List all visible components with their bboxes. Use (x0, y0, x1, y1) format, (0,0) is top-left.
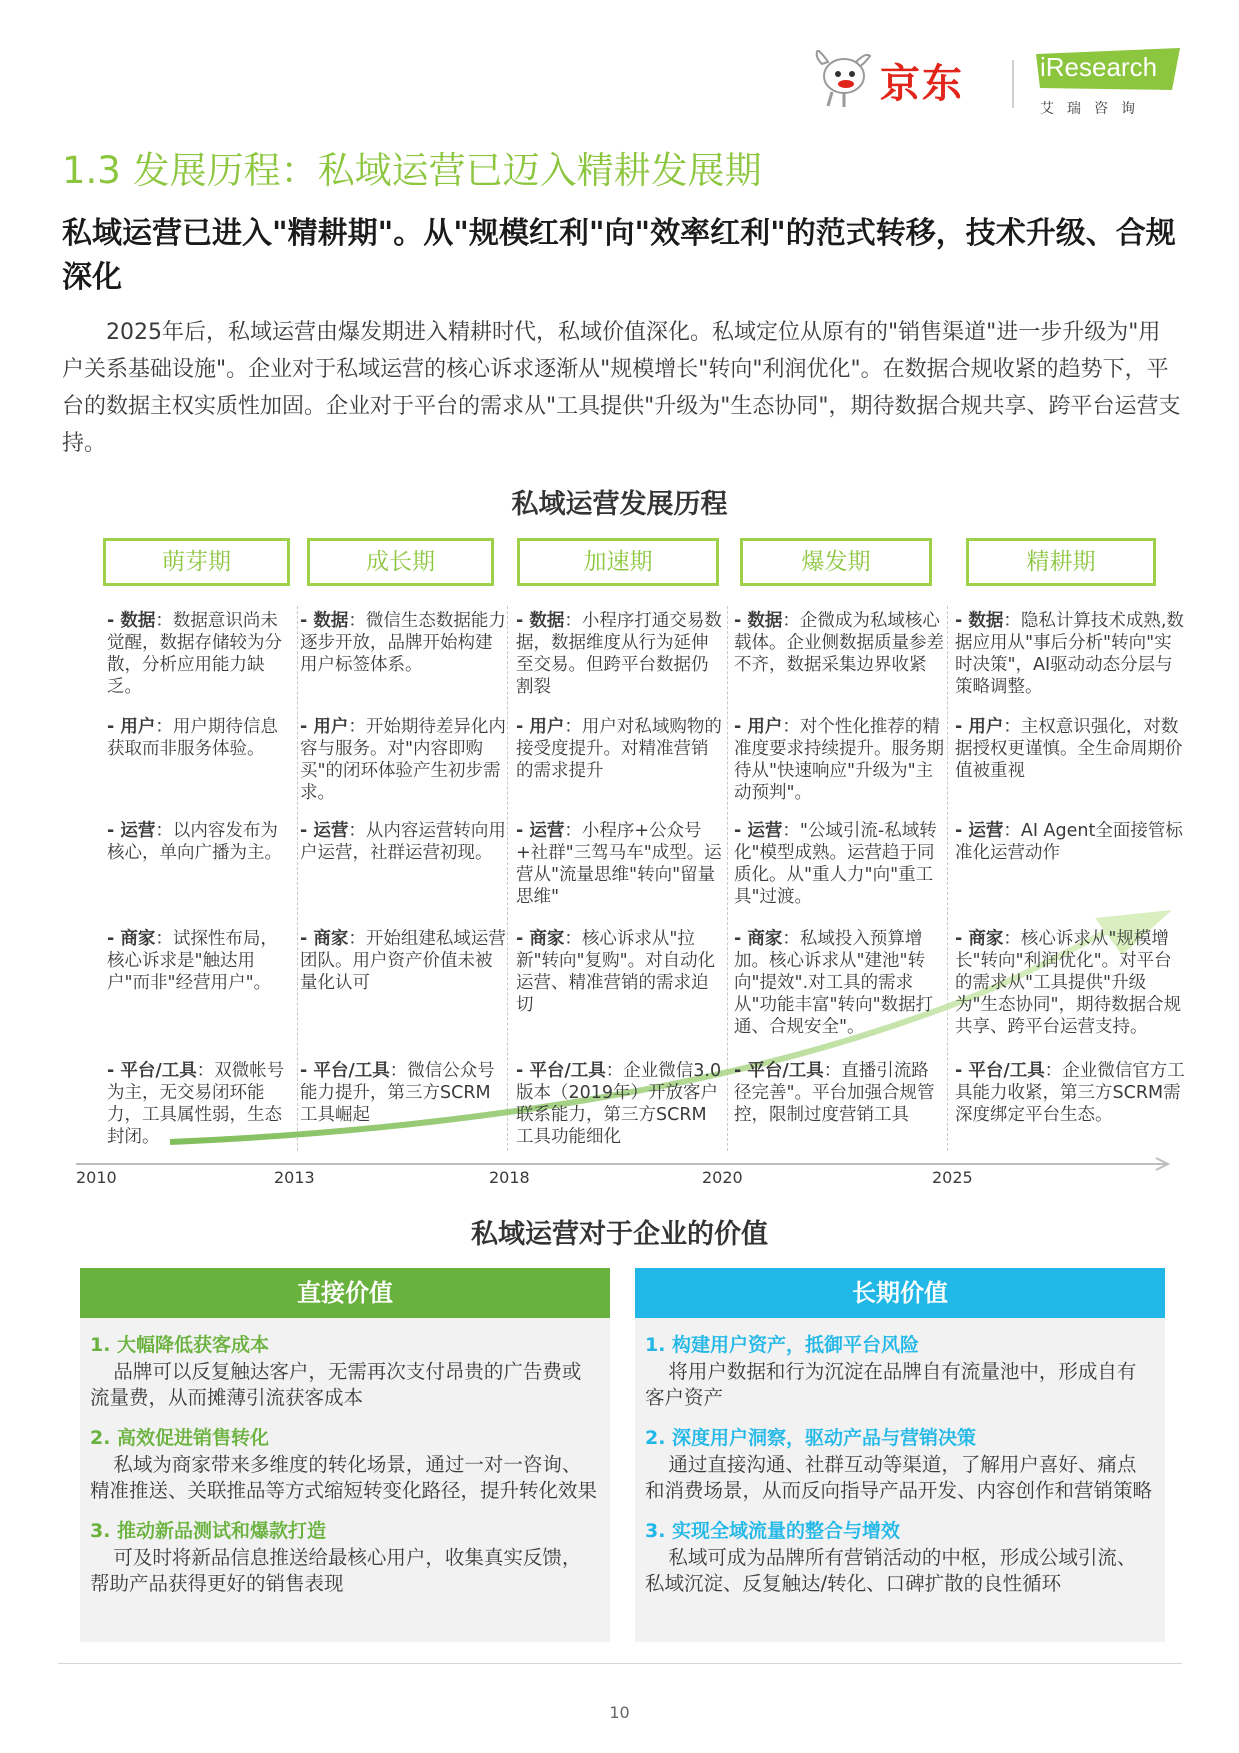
value-item-desc: 将用户数据和行为沉淀在品牌自有流量池中，形成自有客户资产 (645, 1360, 1137, 1409)
label-separator: ： (1003, 929, 1021, 949)
label-separator: ： (1003, 611, 1021, 631)
timeline-row-label: - 商家 (734, 929, 783, 949)
timeline-cell (107, 1060, 285, 1148)
value-item-title: 2. 深度用户洞察，驱动产品与营销决策 (645, 1427, 977, 1449)
timeline-row-label: - 运营 (300, 821, 349, 841)
jd-mascot-logo (808, 50, 876, 108)
timeline-row-label: - 平台/工具 (300, 1061, 390, 1081)
value-title: 私域运营对于企业的价值 (471, 1219, 768, 1250)
timeline-cell-text: 试探性布局，核心诉求是"触达用户"而非"经营用户"。 (107, 929, 278, 993)
label-separator: ： (155, 717, 173, 737)
iresearch-name: iResearch (1040, 52, 1158, 82)
value-item-title: 1. 构建用户资产，抵御平台风险 (645, 1334, 920, 1356)
stage-refinement: 精耕期 (966, 538, 1156, 586)
timeline-row-label: - 用户 (516, 717, 565, 737)
timeline-cell (955, 716, 1187, 782)
timeline-row-label: - 数据 (955, 611, 1004, 631)
value-item-desc: 可及时将新品信息推送给最核心用户，收集真实反馈，帮助产品获得更好的销售表现 (90, 1546, 582, 1595)
timeline-title: 私域运营发展历程 (511, 489, 728, 520)
value-item-title: 2. 高效促进销售转化 (90, 1427, 270, 1449)
iresearch-cn-name: 艾瑞咨询 (1040, 101, 1148, 117)
timeline-cell-text: 私域投入预算增加。核心诉求从"建池"转向"提效".对工具的需求从"功能丰富"转向"数据打通、合规安全"。 (734, 929, 934, 1037)
timeline-cell (734, 716, 944, 804)
year-label: 2025 (932, 1168, 973, 1187)
timeline-row-label: - 数据 (516, 611, 565, 631)
value-item (645, 1518, 1155, 1597)
label-separator: ： (348, 717, 366, 737)
timeline-cell-text: 核心诉求从"拉新"转向"复购"。对自动化运营、精准营销的需求迫切 (516, 929, 716, 1015)
timeline-cell-text: 企业微信官方工具能力收紧，第三方SCRM需深度绑定平台生态。 (955, 1061, 1185, 1125)
label-separator: ： (155, 611, 173, 631)
timeline-cell (300, 610, 506, 676)
timeline-cell (955, 820, 1187, 864)
label-separator: ： (155, 821, 173, 841)
timeline-cell-text: 微信生态数据能力逐步开放，品牌开始构建用户标签体系。 (300, 611, 506, 675)
value-item-desc: 品牌可以反复触达客户，无需再次支付昂贵的广告费或流量费，从而摊薄引流获客成本 (90, 1360, 582, 1409)
footer-divider (58, 1663, 1182, 1664)
timeline-cell-text: 对个性化推荐的精准度要求持续提升。服务期待从"快速响应"升级为"主动预判"。 (734, 717, 944, 803)
timeline-row-label: - 数据 (734, 611, 783, 631)
timeline-cell (516, 716, 724, 782)
value-item-title: 3. 推动新品测试和爆款打造 (90, 1520, 327, 1542)
label-separator: ： (605, 1061, 624, 1081)
timeline-cell-text: 小程序打通交易数据，数据维度从行为延伸至交易。但跨平台数据仍割裂 (516, 611, 722, 697)
label-separator: ： (782, 929, 800, 949)
timeline-cell (107, 928, 285, 994)
timeline-row-label: - 运营 (734, 821, 783, 841)
timeline-cell-text: AI Agent全面接管标准化运营动作 (955, 821, 1183, 863)
timeline-cell-text: 双微帐号为主，无交易闭环能力，工具属性弱，生态封闭。 (107, 1061, 285, 1147)
year-label: 2013 (274, 1168, 315, 1187)
timeline-cell (955, 1060, 1187, 1126)
timeline-cell-text: 开始期待差异化内容与服务。对"内容即购买"的闭环体验产生初步需求。 (300, 717, 506, 803)
label-separator: ： (564, 929, 582, 949)
timeline-cell (107, 716, 285, 760)
label-separator: ： (782, 821, 800, 841)
timeline-cell-text: 主权意识强化，对数据授权更谨慎。全生命周期价值被重视 (955, 717, 1183, 781)
long-term-value-panel (635, 1268, 1165, 1642)
timeline-row-label: - 数据 (300, 611, 349, 631)
timeline-cell (107, 820, 285, 864)
timeline-cell-text: 小程序+公众号+社群"三驾马车"成型。运营从"流量思维"转向"留量思维" (516, 821, 722, 907)
timeline-cell-text: 从内容运营转向用户运营，社群运营初现。 (300, 821, 506, 863)
timeline-cell (107, 610, 285, 698)
timeline-cell (734, 1060, 944, 1126)
timeline-row-label: - 运营 (516, 821, 565, 841)
label-separator: ： (348, 929, 366, 949)
value-item-desc: 通过直接沟通、社群互动等渠道，了解用户喜好、痛点和消费场景，从而反向指导产品开发、内容创作和营销策略 (645, 1453, 1153, 1502)
direct-value-panel (80, 1268, 610, 1642)
value-item-desc: 私域可成为品牌所有营销活动的中枢，形成公域引流、私域沉淀、反复触达/转化、口碑扩散的良性循环 (645, 1546, 1137, 1595)
label-separator: ： (389, 1061, 408, 1081)
label-separator: ： (782, 611, 800, 631)
label-separator: ： (1003, 821, 1021, 841)
section-title: 1.3 发展历程：私域运营已迈入精耕发展期 (62, 149, 762, 192)
intro-paragraph: 2025年后，私域运营由爆发期进入精耕时代，私域价值深化。私域定位从原有的"销售渠道"进一步升级为"用户关系基础设施"。企业对于私域运营的核心诉求逐渐从"规模增长"转向"利润优化"。在数据合规收紧的趋势下，平台的数据主权实质性加固。企业对于平台的需求从"工具提供"升级为"生态协同"，期待数据合规共享、跨平台运营支持。 (62, 320, 1181, 456)
timeline-cell (300, 1060, 506, 1126)
timeline-cell-text: 企微成为私域核心载体。企业侧数据质量参差不齐，数据采集边界收紧 (734, 611, 944, 675)
timeline-cell (955, 928, 1187, 1038)
stage-growth: 成长期 (307, 538, 494, 586)
label-separator: ： (1044, 1061, 1063, 1081)
timeline-cell-text: 核心诉求从"规模增长"转向"利润优化"。对平台的需求从"工具提供"升级为"生态协同"，期待数据合规共享、跨平台运营支持。 (955, 929, 1182, 1037)
timeline-row-label: - 用户 (107, 717, 156, 737)
timeline-row-label: - 平台/工具 (734, 1061, 824, 1081)
headline: 私域运营已进入"精耕期"。从"规模红利"向"效率红利"的范式转移，技术升级、合规深化 (62, 216, 1176, 295)
long-term-value-list (645, 1332, 1155, 1611)
timeline-cell-text: 用户对私域购物的接受度提升。对精准营销的需求提升 (516, 717, 722, 781)
timeline-row-label: - 用户 (734, 717, 783, 737)
label-separator: ： (564, 611, 582, 631)
label-separator: ： (782, 717, 800, 737)
label-separator: ： (196, 1061, 215, 1081)
stage-sprout: 萌芽期 (103, 538, 290, 586)
timeline-row-label: - 平台/工具 (516, 1061, 606, 1081)
timeline-row-label: - 用户 (300, 717, 349, 737)
page-number: 10 (609, 1703, 630, 1722)
timeline-cell-text: "公域引流-私域转化"模型成熟。运营趋于同质化。从"重人力"向"重工具"过渡。 (734, 821, 937, 907)
year-label: 2010 (76, 1168, 117, 1187)
timeline-cell-text: 微信公众号能力提升，第三方SCRM工具崛起 (300, 1061, 495, 1125)
timeline-row-label: - 商家 (516, 929, 565, 949)
label-separator: ： (823, 1061, 842, 1081)
value-item (645, 1332, 1155, 1411)
timeline-cell (300, 716, 506, 804)
jd-brand-name: 京东 (880, 61, 964, 107)
stage-acceleration: 加速期 (517, 538, 719, 586)
timeline-cell-text: 隐私计算技术成熟,数据应用从"事后分析"转向"实时决策"，AI驱动动态分层与策略调整。 (955, 611, 1184, 697)
timeline-cell (734, 820, 944, 908)
direct-value-header: 直接价值 (80, 1268, 610, 1318)
label-separator: ： (155, 929, 173, 949)
value-item-title: 3. 实现全域流量的整合与增效 (645, 1520, 901, 1542)
timeline-cell (300, 928, 506, 994)
value-item-desc: 私域为商家带来多维度的转化场景，通过一对一咨询、精准推送、关联推品等方式缩短转变化路径，提升转化效果 (90, 1453, 598, 1502)
timeline-axis (76, 1156, 1176, 1172)
timeline-cell (516, 1060, 724, 1148)
timeline-row-label: - 运营 (107, 821, 156, 841)
timeline-cell-text: 直播引流路径完善"。平台加强合规管控，限制过度营销工具 (734, 1061, 935, 1125)
timeline-row-label: - 商家 (955, 929, 1004, 949)
label-separator: ： (348, 821, 366, 841)
value-item (90, 1332, 600, 1411)
label-separator: ： (564, 821, 582, 841)
direct-value-list (90, 1332, 600, 1611)
timeline-row-label: - 商家 (107, 929, 156, 949)
timeline-row-label: - 运营 (955, 821, 1004, 841)
timeline-cell (516, 928, 724, 1016)
stage-explosion: 爆发期 (740, 538, 932, 586)
timeline-cell-text: 用户期待信息获取而非服务体验。 (107, 717, 278, 759)
timeline-row-label: - 数据 (107, 611, 156, 631)
timeline-cell (516, 820, 724, 908)
label-separator: ： (1003, 717, 1021, 737)
value-item (90, 1425, 600, 1504)
timeline-cell (300, 820, 506, 864)
year-label: 2020 (702, 1168, 743, 1187)
timeline-row-label: - 平台/工具 (107, 1061, 197, 1081)
value-item (90, 1518, 600, 1597)
timeline-row-label: - 用户 (955, 717, 1004, 737)
logo-divider (1012, 60, 1014, 108)
long-term-value-header: 长期价值 (635, 1268, 1165, 1318)
timeline-cell (734, 610, 944, 676)
label-separator: ： (348, 611, 366, 631)
timeline-cell (955, 610, 1187, 698)
value-item-title: 1. 大幅降低获客成本 (90, 1334, 270, 1356)
timeline-cell (516, 610, 724, 698)
timeline-row-label: - 平台/工具 (955, 1061, 1045, 1081)
timeline-cell (734, 928, 944, 1038)
timeline-cell-text: 数据意识尚未觉醒，数据存储较为分散，分析应用能力缺乏。 (107, 611, 282, 697)
year-label: 2018 (489, 1168, 530, 1187)
timeline-cell-text: 开始组建私域运营团队。用户资产价值未被量化认可 (300, 929, 506, 993)
label-separator: ： (564, 717, 582, 737)
timeline-row-label: - 商家 (300, 929, 349, 949)
value-item (645, 1425, 1155, 1504)
timeline-cell-text: 以内容发布为核心，单向广播为主。 (107, 821, 282, 863)
timeline-cell-text: 企业微信3.0版本（2019年）开放客户联系能力，第三方SCRM工具功能细化 (516, 1061, 722, 1147)
